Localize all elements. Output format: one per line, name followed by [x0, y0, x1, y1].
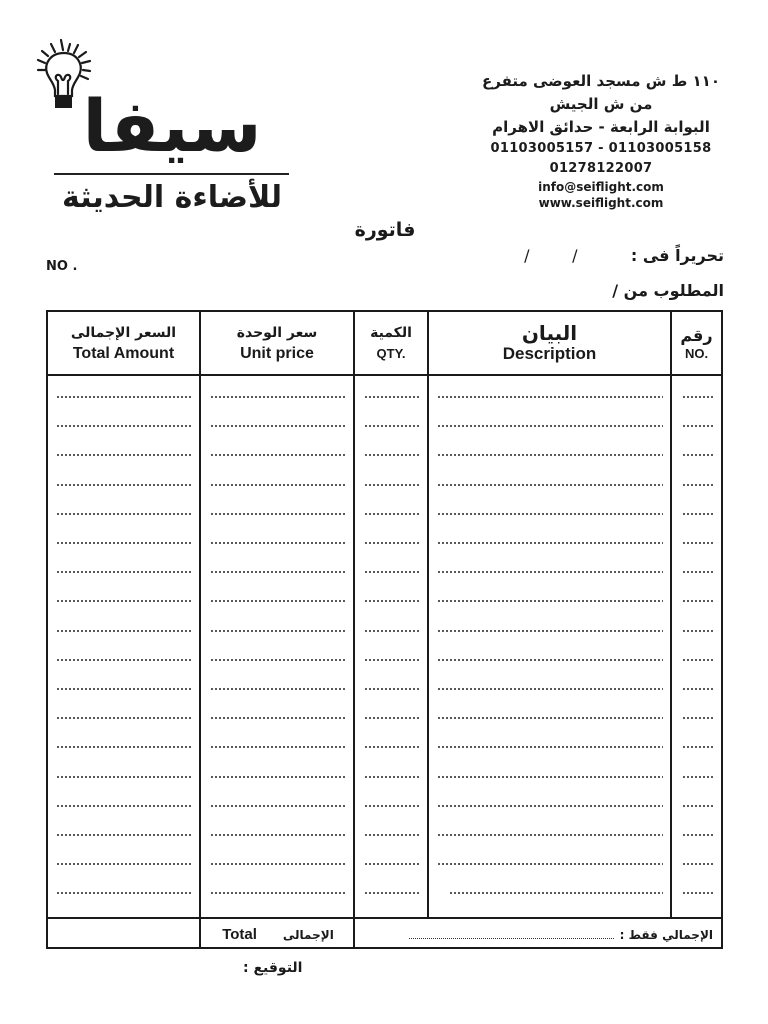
signature-label: التوقيع :: [243, 960, 303, 976]
total-amount-cell[interactable]: [56, 659, 193, 661]
unit-price-cell[interactable]: [210, 571, 346, 573]
unit-price-cell[interactable]: [210, 746, 346, 748]
qty-cell[interactable]: [364, 425, 420, 427]
column-header-unit-price: [201, 312, 353, 375]
number-cell[interactable]: [682, 746, 714, 748]
unit-price-cell[interactable]: [210, 542, 346, 544]
description-cell[interactable]: [437, 513, 663, 515]
number-cell[interactable]: [682, 542, 714, 544]
total-amount-cell[interactable]: [56, 600, 193, 602]
qty-cell[interactable]: [364, 396, 420, 398]
unit-price-cell[interactable]: [210, 834, 346, 836]
description-cell[interactable]: [437, 600, 663, 602]
table-row: [48, 600, 721, 629]
number-cell[interactable]: [682, 688, 714, 690]
number-cell[interactable]: [682, 630, 714, 632]
description-cell[interactable]: [437, 425, 663, 427]
qty-cell[interactable]: [364, 630, 420, 632]
email: info@seiflight.com: [538, 180, 664, 194]
column-header-en: NO.: [684, 345, 709, 361]
description-cell[interactable]: [437, 717, 663, 719]
total-in-words-field[interactable]: [357, 920, 721, 949]
total-amount-cell[interactable]: [56, 542, 193, 544]
total-amount-cell[interactable]: [56, 805, 193, 807]
description-cell[interactable]: [437, 542, 663, 544]
phone-line-2: 01278122007: [549, 161, 653, 176]
qty-cell[interactable]: [364, 834, 420, 836]
table-row: [48, 688, 721, 717]
total-in-words-line: [409, 938, 614, 939]
total-amount-cell[interactable]: [56, 396, 193, 398]
qty-cell[interactable]: [364, 542, 420, 544]
column-header-ar: السعر الإجمالى: [70, 324, 177, 341]
total-amount-cell[interactable]: [56, 484, 193, 486]
table-row: [48, 571, 721, 600]
description-cell[interactable]: [437, 746, 663, 748]
total-amount-cell[interactable]: [56, 513, 193, 515]
qty-cell[interactable]: [364, 454, 420, 456]
total-amount-cell[interactable]: [56, 834, 193, 836]
unit-price-cell[interactable]: [210, 396, 346, 398]
unit-price-cell[interactable]: [210, 892, 346, 894]
total-amount-cell[interactable]: [56, 746, 193, 748]
unit-price-cell[interactable]: [210, 659, 346, 661]
total-amount-cell[interactable]: [56, 863, 193, 865]
description-cell[interactable]: [437, 688, 663, 690]
table-row: [48, 454, 721, 483]
number-cell[interactable]: [682, 425, 714, 427]
description-cell[interactable]: [437, 630, 663, 632]
website: www.seiflight.com: [538, 196, 664, 210]
description-cell[interactable]: [437, 805, 663, 807]
qty-cell[interactable]: [364, 600, 420, 602]
table-row: [48, 542, 721, 571]
table-row: [48, 834, 721, 863]
table-row: [48, 484, 721, 513]
qty-cell[interactable]: [364, 688, 420, 690]
description-cell[interactable]: [437, 396, 663, 398]
date-label: تحريراً فى :: [630, 246, 724, 265]
number-cell[interactable]: [682, 892, 714, 894]
qty-cell[interactable]: [364, 805, 420, 807]
date-field: [503, 246, 724, 265]
column-header-description: [429, 312, 670, 375]
address-line-1: ١١٠ ط ش مسجد العوضى متفرع: [482, 72, 720, 90]
column-header-en: Description: [502, 343, 597, 363]
date-separator: /: [524, 246, 530, 265]
qty-cell[interactable]: [364, 571, 420, 573]
document-title: فاتورة: [354, 219, 416, 241]
description-cell[interactable]: [437, 454, 663, 456]
column-header-en: QTY.: [376, 345, 406, 361]
total-amount-cell[interactable]: [56, 571, 193, 573]
column-header-ar: الكمية: [370, 324, 412, 341]
brand-name: سيفا: [82, 84, 262, 168]
description-cell[interactable]: [449, 892, 663, 894]
total-in-words-label: الإجمالي فقط :: [619, 927, 713, 942]
brand-tagline: للأضاءة الحديثة: [62, 180, 282, 215]
table-row: [48, 776, 721, 805]
qty-cell[interactable]: [364, 659, 420, 661]
column-header-total-amount: [48, 312, 199, 375]
unit-price-cell[interactable]: [210, 776, 346, 778]
unit-price-cell[interactable]: [210, 688, 346, 690]
qty-cell[interactable]: [364, 484, 420, 486]
number-cell[interactable]: [682, 659, 714, 661]
table-row: [48, 805, 721, 834]
total-amount-cell[interactable]: [56, 892, 193, 894]
total-amount-cell[interactable]: [56, 776, 193, 778]
column-header-number: [672, 312, 721, 375]
description-cell[interactable]: [437, 659, 663, 661]
unit-price-cell[interactable]: [210, 863, 346, 865]
table-row: [48, 863, 721, 892]
column-header-en: Total Amount: [72, 344, 175, 362]
column-header-ar: سعر الوحدة: [236, 324, 318, 341]
number-cell[interactable]: [682, 484, 714, 486]
number-cell[interactable]: [682, 600, 714, 602]
date-separator: /: [572, 246, 578, 265]
column-header-ar: رقم: [680, 325, 713, 345]
invoice-number-label: NO .: [46, 259, 78, 274]
table-row: [48, 746, 721, 775]
invoice-table: [46, 310, 723, 949]
table-body: [48, 376, 721, 918]
logo-divider: [54, 173, 289, 175]
description-cell[interactable]: [437, 776, 663, 778]
unit-price-cell[interactable]: [210, 630, 346, 632]
column-header-qty: [355, 312, 427, 375]
qty-cell[interactable]: [364, 863, 420, 865]
description-cell[interactable]: [437, 484, 663, 486]
unit-price-cell[interactable]: [210, 484, 346, 486]
table-footer: [48, 920, 721, 949]
total-amount-cell[interactable]: [56, 454, 193, 456]
column-header-en: Unit price: [240, 344, 314, 362]
company-contact: [470, 70, 732, 211]
number-cell[interactable]: [682, 571, 714, 573]
total-label-ar: الإجمالى: [282, 927, 334, 942]
table-row: [48, 717, 721, 746]
address-line-2: من ش الجيش: [549, 95, 653, 113]
total-label-en: Total: [222, 926, 257, 943]
total-amount-cell[interactable]: [56, 425, 193, 427]
qty-cell[interactable]: [364, 892, 420, 894]
description-cell[interactable]: [437, 863, 663, 865]
unit-price-cell[interactable]: [210, 805, 346, 807]
qty-cell[interactable]: [364, 776, 420, 778]
number-cell[interactable]: [682, 717, 714, 719]
qty-cell[interactable]: [364, 746, 420, 748]
qty-cell[interactable]: [364, 513, 420, 515]
number-cell[interactable]: [682, 776, 714, 778]
number-cell[interactable]: [682, 513, 714, 515]
phone-line-1: 01103005157 - 01103005158: [490, 141, 712, 156]
number-cell[interactable]: [682, 834, 714, 836]
total-amount-cell[interactable]: [56, 688, 193, 690]
table-row: [48, 425, 721, 454]
unit-price-cell[interactable]: [210, 717, 346, 719]
qty-cell[interactable]: [364, 717, 420, 719]
company-logo: [34, 38, 294, 218]
customer-field-label: المطلوب من /: [612, 281, 724, 300]
total-amount-cell[interactable]: [56, 717, 193, 719]
number-cell[interactable]: [682, 805, 714, 807]
table-row: [48, 396, 721, 425]
number-cell[interactable]: [682, 863, 714, 865]
table-row: [48, 892, 721, 921]
unit-price-cell[interactable]: [210, 454, 346, 456]
description-cell[interactable]: [437, 571, 663, 573]
table-row: [48, 630, 721, 659]
column-header-ar: البيان: [521, 320, 578, 345]
unit-price-cell[interactable]: [210, 513, 346, 515]
table-row: [48, 659, 721, 688]
number-cell[interactable]: [682, 396, 714, 398]
total-label-cell: [201, 920, 355, 949]
table-row: [48, 513, 721, 542]
unit-price-cell[interactable]: [210, 600, 346, 602]
number-cell[interactable]: [682, 454, 714, 456]
total-amount-cell[interactable]: [56, 630, 193, 632]
description-cell[interactable]: [437, 834, 663, 836]
address-line-3: البوابة الرابعة - حدائق الاهرام: [492, 118, 710, 136]
unit-price-cell[interactable]: [210, 425, 346, 427]
